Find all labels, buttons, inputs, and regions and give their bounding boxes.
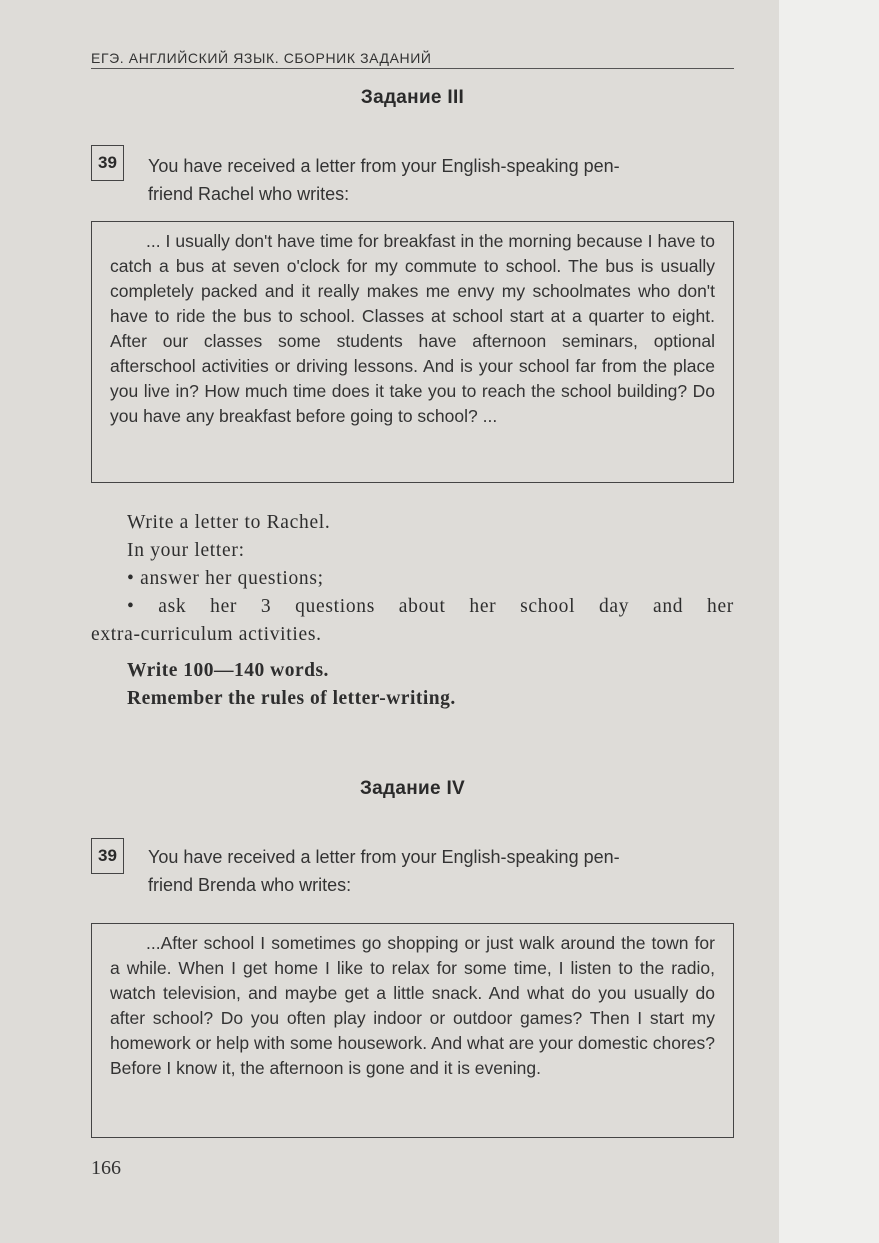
intro-line: You have received a letter from your English-speaking pen- [148,847,620,867]
task-intro [148,152,738,208]
letter-excerpt-box [91,923,734,1138]
word-count-requirement: Write 100—140 words. [127,660,329,681]
instruction-line: In your letter: [127,540,245,561]
task-title-iii: Задание III [360,87,465,108]
task-intro [148,843,738,899]
instruction-bullet: • answer her questions; [127,568,324,589]
task-number-box: 39 [91,145,124,181]
task-number-box: 39 [91,838,124,874]
letter-text: ... I usually don't have time for breakfast in the morning because I have to catch a bus at seven o'clock for my commute to school. The bus is usually completely packed and it really makes me envy my schoolmates who don't have to ride the bus to school. Classes at school start at a quarter to eight. After our classes some students have afternoon seminars, optional afterschool activities or driving lessons. And is your school far from the place you live in? How much time does it take you to reach the school building? Do you have any breakfast before going to school? ... [110,231,715,426]
running-header: ЕГЭ. АНГЛИЙСКИЙ ЯЗЫК. СБОРНИК ЗАДАНИЙ [91,50,734,69]
letter-rules-reminder: Remember the rules of letter-writing. [127,688,456,709]
intro-line: You have received a letter from your English-speaking pen- [148,156,620,176]
intro-line: friend Rachel who writes: [148,184,350,204]
page-edge [779,0,879,1243]
intro-line: friend Brenda who writes: [148,875,352,895]
instruction-bullet: • ask her 3 questions about her school day and her [127,596,734,617]
letter-excerpt-box [91,221,734,483]
letter-text: ...After school I sometimes go shopping or just walk around the town for a while. When I get home I like to relax for some time, I listen to the radio, watch television, and maybe get a little snack. And what do you usually do after school? Do you often play indoor or outdoor games? Then I start my homework or help with some housework. And what are your domestic chores? Before I know it, the afternoon is gone and it is evening. [110,933,716,1078]
instruction-bullet-continuation: extra-curriculum activities. [91,624,322,645]
page-number: 166 [91,1157,121,1179]
task-title-iv: Задание IV [359,778,466,799]
instruction-line: Write a letter to Rachel. [127,512,331,533]
task-instructions [91,509,734,713]
